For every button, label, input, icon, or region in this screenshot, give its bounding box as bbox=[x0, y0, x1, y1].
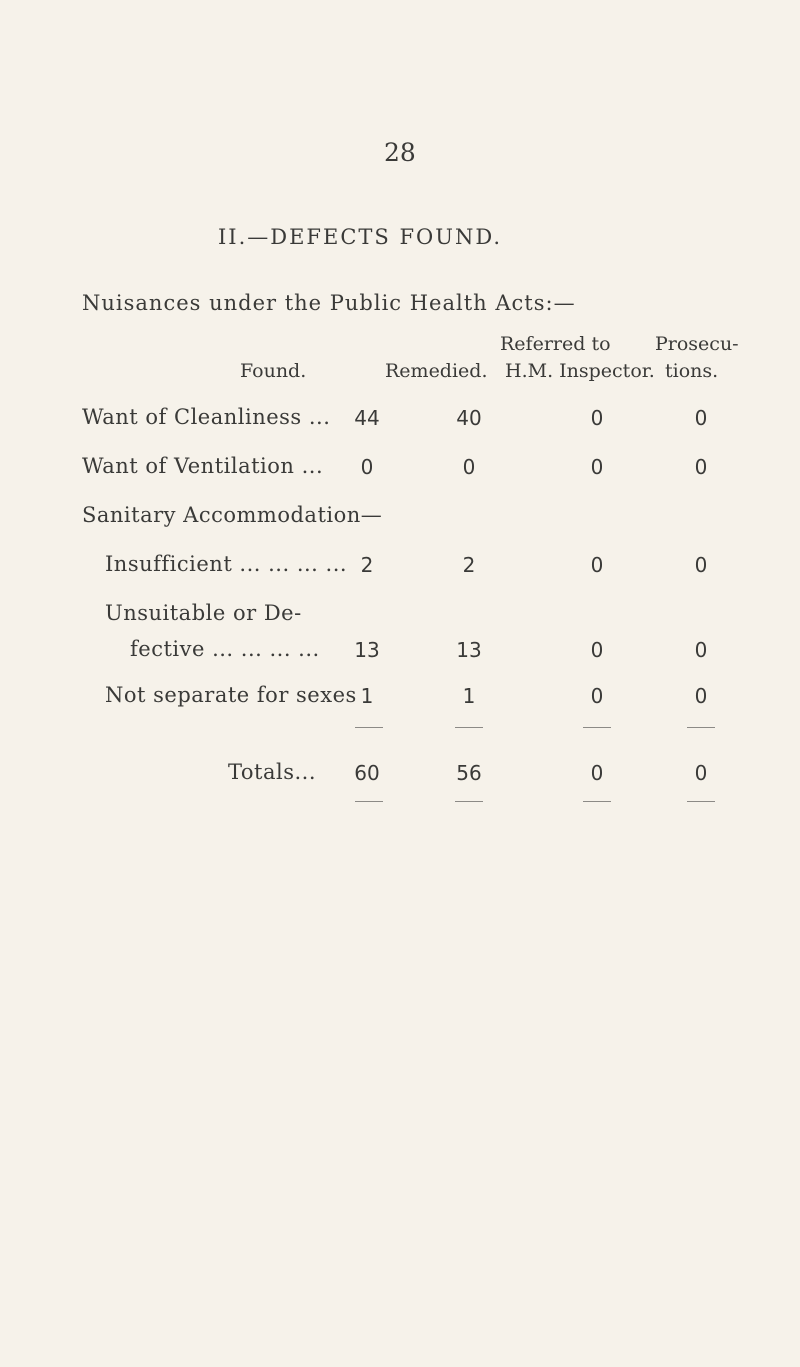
cell-found: 44 bbox=[354, 406, 380, 430]
rule-found bbox=[355, 727, 383, 728]
rule-referred bbox=[583, 727, 611, 728]
cell-remedied: 40 bbox=[456, 406, 482, 430]
cell-prosecutions: 0 bbox=[694, 455, 708, 479]
row-label: Unsuitable or De- bbox=[105, 601, 302, 625]
cell-found: 2 bbox=[360, 553, 374, 577]
rule-prosecutions bbox=[687, 727, 715, 728]
cell-remedied: 1 bbox=[462, 684, 476, 708]
total-prosecutions: 0 bbox=[694, 761, 708, 785]
row-subheading: Sanitary Accommodation— bbox=[82, 503, 383, 527]
cell-referred: 0 bbox=[590, 684, 604, 708]
row-label: Want of Ventilation ... bbox=[82, 454, 324, 478]
total-remedied: 56 bbox=[456, 761, 482, 785]
header-prosecutions-top: Prosecu- bbox=[655, 333, 739, 355]
rule-remedied bbox=[455, 727, 483, 728]
cell-found: 13 bbox=[354, 638, 380, 662]
rule-found-bottom bbox=[355, 801, 383, 802]
page-number: 28 bbox=[384, 138, 416, 167]
cell-referred: 0 bbox=[590, 406, 604, 430]
header-referred-top: Referred to bbox=[500, 333, 611, 355]
row-label: Want of Cleanliness ... bbox=[82, 405, 331, 429]
totals-label: Totals... bbox=[228, 760, 316, 784]
cell-found: 0 bbox=[360, 455, 374, 479]
rule-remedied-bottom bbox=[455, 801, 483, 802]
cell-referred: 0 bbox=[590, 553, 604, 577]
cell-prosecutions: 0 bbox=[694, 684, 708, 708]
cell-referred: 0 bbox=[590, 455, 604, 479]
cell-remedied: 0 bbox=[462, 455, 476, 479]
header-referred-bottom: H.M. Inspector. bbox=[505, 360, 655, 382]
cell-remedied: 2 bbox=[462, 553, 476, 577]
rule-prosecutions-bottom bbox=[687, 801, 715, 802]
total-referred: 0 bbox=[590, 761, 604, 785]
cell-referred: 0 bbox=[590, 638, 604, 662]
cell-remedied: 13 bbox=[456, 638, 482, 662]
total-found: 60 bbox=[354, 761, 380, 785]
row-label: fective ... ... ... ... bbox=[130, 637, 320, 661]
intro-text: Nuisances under the Public Health Acts:— bbox=[82, 291, 576, 315]
cell-prosecutions: 0 bbox=[694, 638, 708, 662]
cell-found: 1 bbox=[360, 684, 374, 708]
row-label: Insufficient ... ... ... ... bbox=[105, 552, 348, 576]
section-title: II.—DEFECTS FOUND. bbox=[218, 225, 503, 249]
cell-prosecutions: 0 bbox=[694, 553, 708, 577]
row-label: Not separate for sexes bbox=[105, 683, 357, 707]
cell-prosecutions: 0 bbox=[694, 406, 708, 430]
header-prosecutions-bottom: tions. bbox=[665, 360, 719, 382]
header-remedied: Remedied. bbox=[385, 360, 488, 382]
header-found: Found. bbox=[240, 360, 307, 382]
rule-referred-bottom bbox=[583, 801, 611, 802]
